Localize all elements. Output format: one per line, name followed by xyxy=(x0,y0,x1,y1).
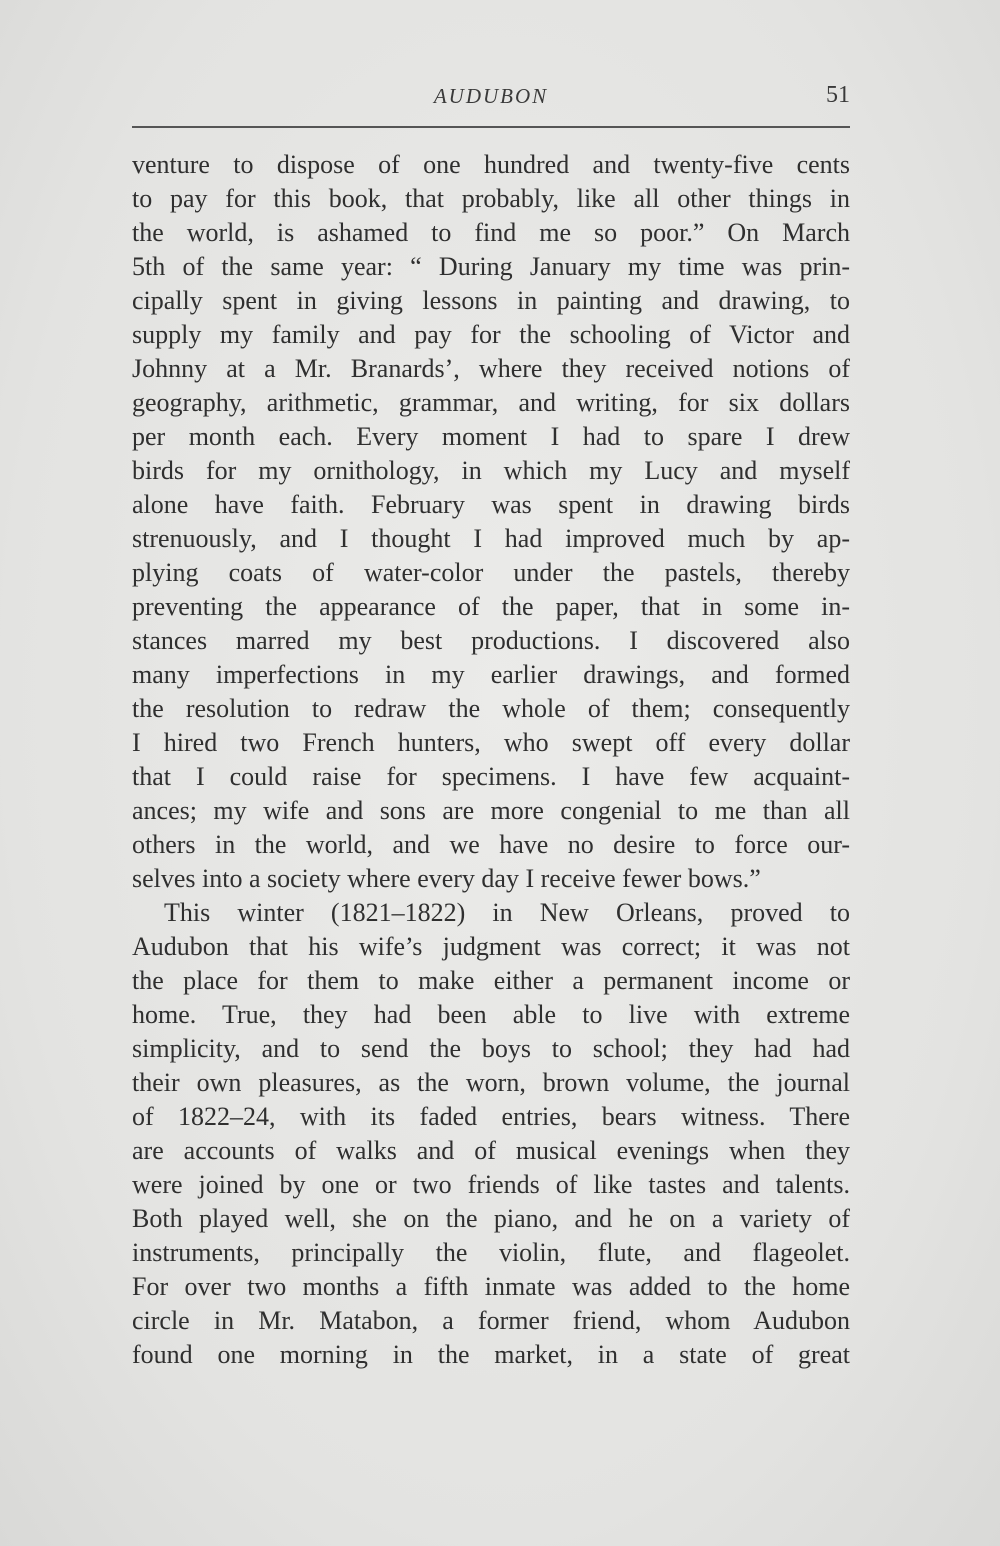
page-number: 51 xyxy=(826,82,850,108)
text-line: per month each. Every moment I had to spare I drew xyxy=(132,422,850,451)
running-head xyxy=(132,84,850,114)
header-rule xyxy=(132,126,850,128)
text-line: This winter (1821–1822) in New Orleans, proved to xyxy=(164,898,850,927)
text-line: selves into a society where every day I receive fewer bows.” xyxy=(132,864,761,893)
text-line: instruments, principally the violin, flute, and flageolet. xyxy=(132,1238,850,1267)
text-line: simplicity, and to send the boys to school; they had had xyxy=(132,1034,850,1063)
body-text xyxy=(132,148,850,1372)
text-line: the world, is ashamed to find me so poor.” On March xyxy=(132,218,850,247)
text-line: found one morning in the market, in a state of great xyxy=(132,1340,850,1369)
text-line: stances marred my best productions. I discovered also xyxy=(132,626,850,655)
text-line: preventing the appearance of the paper, that in some in- xyxy=(132,592,850,621)
text-line: the place for them to make either a permanent income or xyxy=(132,966,850,995)
text-line: geography, arithmetic, grammar, and writing, for six dollars xyxy=(132,388,850,417)
text-line: their own pleasures, as the worn, brown volume, the journal xyxy=(132,1068,850,1097)
text-line: are accounts of walks and of musical evenings when they xyxy=(132,1136,850,1165)
text-line: birds for my ornithology, in which my Lucy and myself xyxy=(132,456,850,485)
text-line: strenuously, and I thought I had improved much by ap- xyxy=(132,524,850,553)
text-line: alone have faith. February was spent in drawing birds xyxy=(132,490,850,519)
text-line: ances; my wife and sons are more congenial to me than all xyxy=(132,796,850,825)
text-line: to pay for this book, that probably, like all other things in xyxy=(132,184,850,213)
text-line: Audubon that his wife’s judgment was correct; it was not xyxy=(132,932,850,961)
text-line: supply my family and pay for the schooling of Victor and xyxy=(132,320,850,349)
text-line: cipally spent in giving lessons in painting and drawing, to xyxy=(132,286,850,315)
text-line: Johnny at a Mr. Branards’, where they received notions of xyxy=(132,354,850,383)
text-line: the resolution to redraw the whole of them; consequently xyxy=(132,694,850,723)
text-line: many imperfections in my earlier drawings, and formed xyxy=(132,660,850,689)
text-line: others in the world, and we have no desire to force our- xyxy=(132,830,850,859)
running-title: AUDUBON xyxy=(433,84,549,108)
text-line: For over two months a fifth inmate was added to the home xyxy=(132,1272,850,1301)
text-line: that I could raise for specimens. I have few acquaint- xyxy=(132,762,850,791)
text-line: 5th of the same year: “ During January my time was prin- xyxy=(132,252,850,281)
text-line: venture to dispose of one hundred and twenty-five cents xyxy=(132,150,850,179)
text-line: I hired two French hunters, who swept off every dollar xyxy=(132,728,850,757)
text-line: home. True, they had been able to live with extreme xyxy=(132,1000,850,1029)
text-line: Both played well, she on the piano, and he on a variety of xyxy=(132,1204,850,1233)
text-line: plying coats of water-color under the pastels, thereby xyxy=(132,558,850,587)
text-line: of 1822–24, with its faded entries, bears witness. There xyxy=(132,1102,850,1131)
text-line: circle in Mr. Matabon, a former friend, whom Audubon xyxy=(132,1306,850,1335)
text-line: were joined by one or two friends of like tastes and talents. xyxy=(132,1170,850,1199)
